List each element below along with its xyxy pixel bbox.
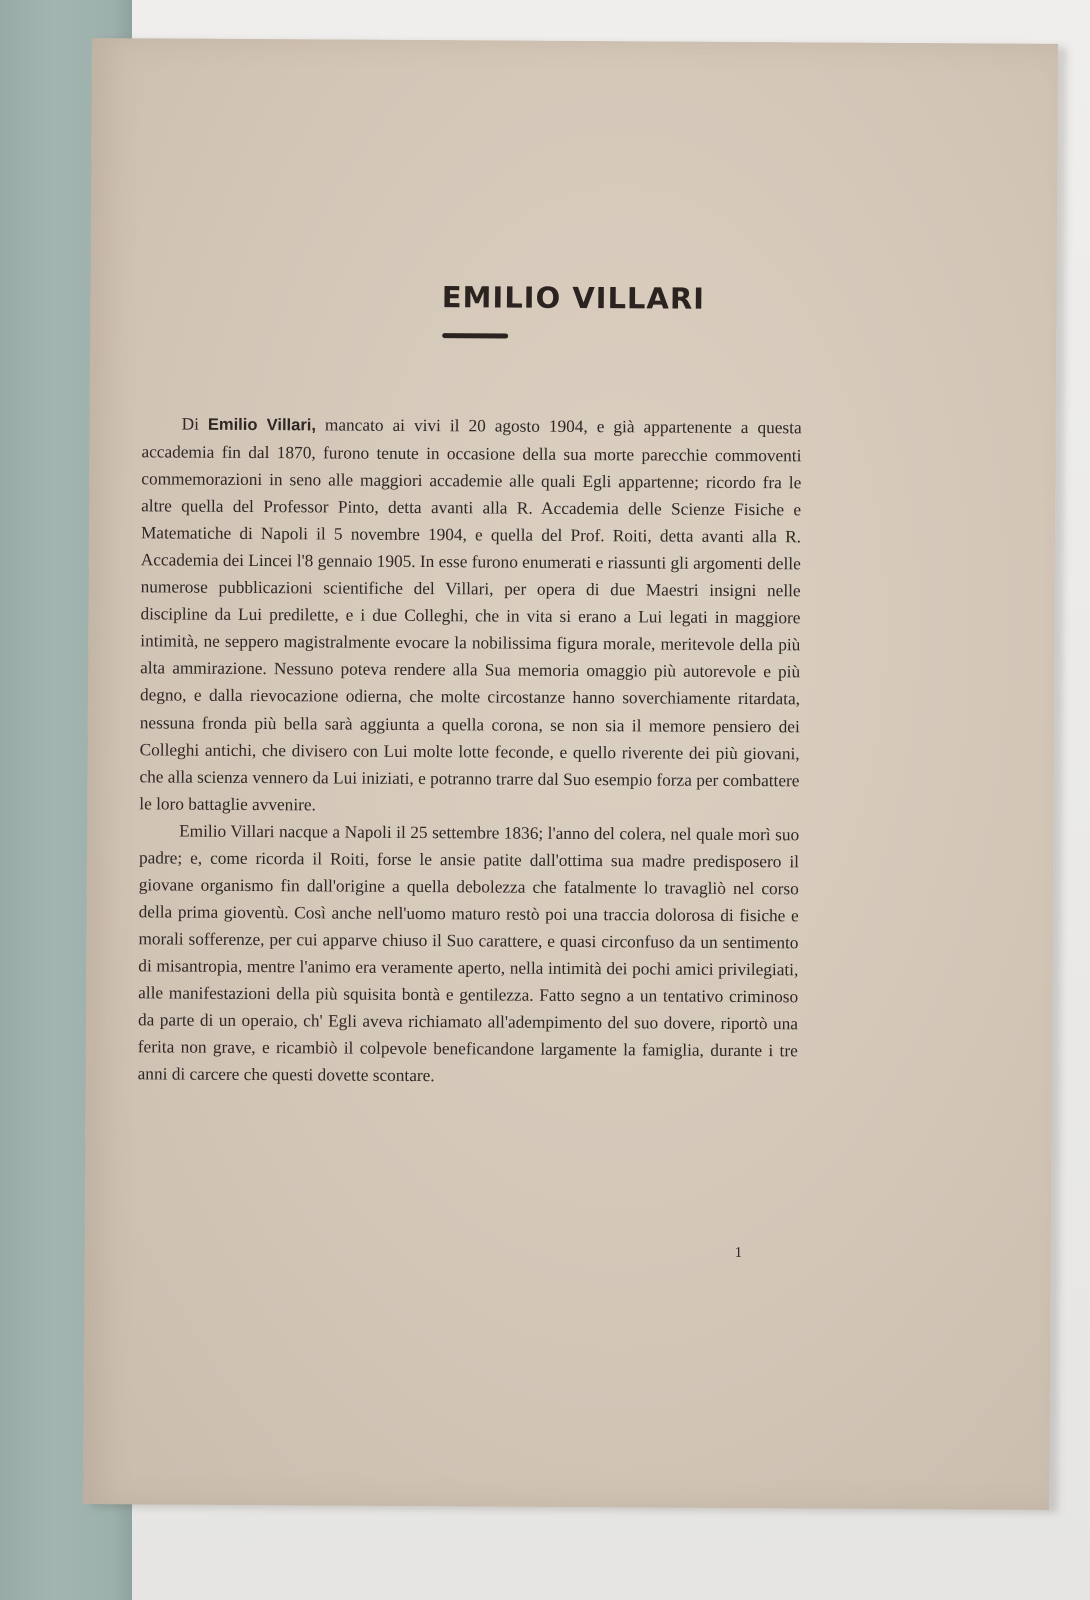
paragraph-1-intro: Di — [181, 414, 199, 434]
paragraph-1 — [139, 410, 801, 821]
paragraph-2: Emilio Villari nacque a Napoli il 25 settembre 1836; l'anno del colera, nel quale morì suo padre; e, come ricorda il Roiti, forse le ansie patite dall'ottima sua madre predisposero il giovane organismo fin dall'origine a quella debolezza che fatalmente lo travagliò nel corso della prima gioventù. Così anche nell'uomo maturo restò poi una traccia dolorosa di fisiche e morali sofferenze, per cui apparve chiuso il Suo carattere, e quasi circonfuso da un sentimento di misantropia, mentre l'animo era veramente aperto, nella intimità dei pochi amici privilegiati, alle manifestazioni della più squisita bontà e gentilezza. Fatto segno a un tentativo criminoso da parte di un operaio, ch' Egli aveva richiamato all'adempimento del suo dovere, riportò una ferita non grave, e ricambiò il colpevole beneficandone largamente la famiglia, durante i tre anni di carcere che questi dovette scontare. — [137, 821, 800, 1086]
paragraph-1-text: mancato ai vivi il 20 agosto 1904, e già appartenente a questa accademia fin dal 1870, furono tenute in occasione della sua morte parecchie commoventi commemorazioni in seno alle maggiori accademie alle quali Egli appartenne; ricordo fra le altre quella del Professor Pinto, detta avanti alla R. Accademia delle Scienze Fisiche e Matematiche di Napoli il 5 novembre 1904, e quella del Prof. Roiti, detta avanti alla R. Accademia dei Lincei l'8 gennaio 1905. In esse furono enumerati e riassunti gli argomenti delle numerose pubblicazioni scientifiche del Villari, per opera di due Maestri insigni nelle discipline da Lui predilette, e i due Colleghi, che in vita si erano a Lui legati in maggiore intimità, ne seppero magistralmente evocare la nobilissima figura morale, meritevole della più alta ammirazione. Nessuno poteva rendere alla Sua memoria omaggio più autorevole e più degno, e dalla rievocazione odierna, che molte circostanze hanno soverchiamente ritardata, nessuna fronda più bella sarà aggiunta a quella corona, se non sia il memore pensiero dei Colleghi antichi, che divisero con Lui molte lotte feconde, e quello riverente dei più giovani, che alla scienza vennero da Lui iniziati, e potranno trarre dal Suo esempio forza per combattere le loro battaglie avvenire. — [139, 415, 802, 815]
document-body — [138, 410, 802, 1091]
subject-name: Emilio Villari, — [207, 415, 317, 435]
document-title: EMILIO VILLARI — [441, 280, 706, 316]
document-page — [83, 38, 1058, 1510]
title-rule — [442, 333, 508, 338]
page-number: 1 — [734, 1244, 743, 1261]
